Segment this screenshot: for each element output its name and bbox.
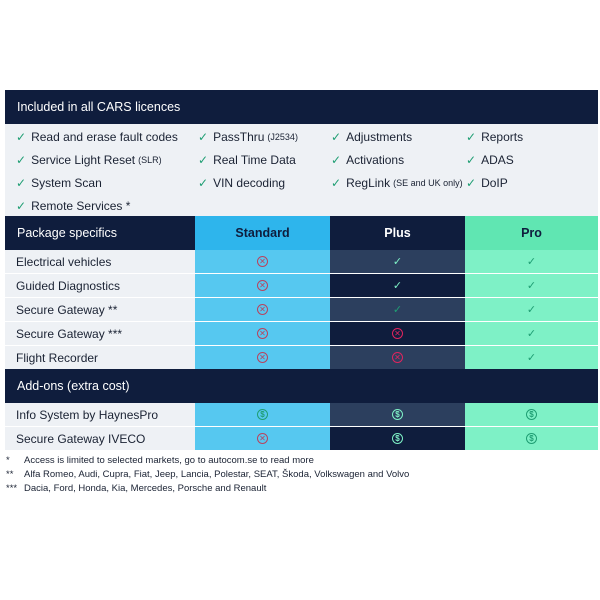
table-row bbox=[5, 250, 598, 273]
table-row bbox=[5, 297, 598, 321]
x-circle-icon: ✕ bbox=[392, 352, 403, 363]
dollar-coin-icon: $ bbox=[526, 433, 537, 444]
check-icon: ✓ bbox=[466, 153, 477, 167]
table-row bbox=[5, 321, 598, 345]
footnote: *** Dacia, Ford, Honda, Kia, Mercedes, Porsche and Renault bbox=[6, 483, 267, 494]
feature-item: ✓ VIN decoding bbox=[198, 176, 286, 190]
row-label: Guided Diagnostics bbox=[5, 274, 195, 297]
check-icon: ✓ bbox=[16, 153, 27, 167]
column-standard: Standard bbox=[195, 216, 330, 250]
x-circle-icon: ✕ bbox=[392, 328, 403, 339]
dollar-coin-icon: $ bbox=[526, 409, 537, 420]
x-circle-icon: ✕ bbox=[257, 328, 268, 339]
footnote: * Access is limited to selected markets, go to autocom.se to read more bbox=[6, 455, 314, 466]
column-pro: Pro bbox=[465, 216, 598, 250]
check-icon: ✓ bbox=[526, 256, 537, 268]
footnotes bbox=[6, 454, 409, 496]
feature-item: ✓ Remote Services * bbox=[16, 199, 131, 213]
included-features bbox=[5, 124, 598, 216]
column-plus: Plus bbox=[330, 216, 465, 250]
row-label: Flight Recorder bbox=[5, 346, 195, 369]
table-row bbox=[5, 273, 598, 297]
x-circle-icon: ✕ bbox=[257, 433, 268, 444]
check-icon: ✓ bbox=[198, 130, 209, 144]
feature-item: ✓ Service Light Reset (SLR) bbox=[16, 153, 162, 167]
addons-header bbox=[5, 369, 598, 403]
check-icon: ✓ bbox=[526, 328, 537, 340]
included-title: Included in all CARS licences bbox=[17, 100, 181, 114]
included-header bbox=[5, 90, 598, 124]
check-icon: ✓ bbox=[16, 176, 27, 190]
feature-item: ✓ RegLink (SE and UK only) bbox=[331, 176, 463, 190]
check-icon: ✓ bbox=[331, 176, 342, 190]
table-row bbox=[5, 403, 598, 426]
feature-item: ✓ PassThru (J2534) bbox=[198, 130, 298, 144]
check-icon: ✓ bbox=[16, 199, 27, 213]
check-icon: ✓ bbox=[526, 280, 537, 292]
x-circle-icon: ✕ bbox=[257, 256, 268, 267]
footnote: ** Alfa Romeo, Audi, Cupra, Fiat, Jeep, Lancia, Polestar, SEAT, Škoda, Volkswagen and Volvo bbox=[6, 469, 410, 480]
table-row bbox=[5, 426, 598, 450]
check-icon: ✓ bbox=[331, 153, 342, 167]
x-circle-icon: ✕ bbox=[257, 304, 268, 315]
feature-item: ✓ Reports bbox=[466, 130, 524, 144]
check-icon: ✓ bbox=[526, 352, 537, 364]
table-row bbox=[5, 345, 598, 369]
check-icon: ✓ bbox=[466, 130, 477, 144]
feature-item: ✓ DoIP bbox=[466, 176, 508, 190]
row-label: Secure Gateway *** bbox=[5, 322, 195, 345]
check-icon: ✓ bbox=[331, 130, 342, 144]
check-icon: ✓ bbox=[392, 304, 403, 316]
check-icon: ✓ bbox=[198, 153, 209, 167]
comparison-sheet bbox=[5, 90, 598, 450]
x-circle-icon: ✕ bbox=[257, 352, 268, 363]
check-icon: ✓ bbox=[526, 304, 537, 316]
row-label: Electrical vehicles bbox=[5, 250, 195, 273]
dollar-coin-icon: $ bbox=[392, 433, 403, 444]
dollar-coin-icon: $ bbox=[257, 409, 268, 420]
check-icon: ✓ bbox=[392, 280, 403, 292]
feature-item: ✓ Activations bbox=[331, 153, 405, 167]
check-icon: ✓ bbox=[16, 130, 27, 144]
feature-item: ✓ System Scan bbox=[16, 176, 102, 190]
feature-item: ✓ ADAS bbox=[466, 153, 514, 167]
dollar-coin-icon: $ bbox=[392, 409, 403, 420]
addons-title: Add-ons (extra cost) bbox=[17, 379, 130, 393]
row-label: Info System by HaynesPro bbox=[5, 403, 195, 426]
check-icon: ✓ bbox=[466, 176, 477, 190]
package-title: Package specifics bbox=[5, 216, 195, 250]
x-circle-icon: ✕ bbox=[257, 280, 268, 291]
row-label: Secure Gateway ** bbox=[5, 298, 195, 321]
feature-item: ✓ Read and erase fault codes bbox=[16, 130, 178, 144]
feature-item: ✓ Real Time Data bbox=[198, 153, 296, 167]
feature-item: ✓ Adjustments bbox=[331, 130, 413, 144]
row-label: Secure Gateway IVECO bbox=[5, 427, 195, 450]
check-icon: ✓ bbox=[392, 256, 403, 268]
check-icon: ✓ bbox=[198, 176, 209, 190]
package-header bbox=[5, 216, 598, 250]
